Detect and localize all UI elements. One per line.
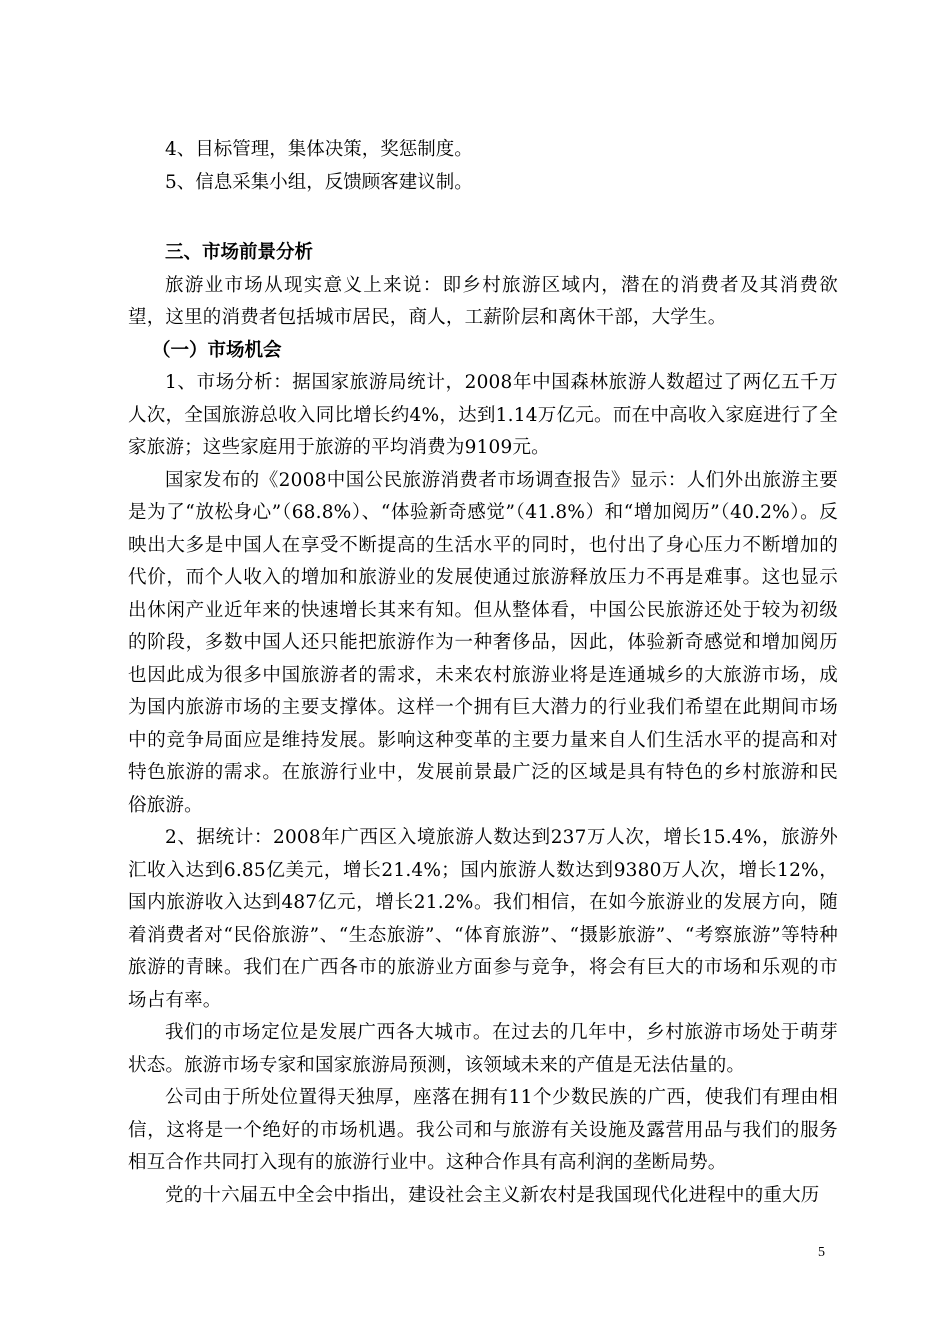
paragraph-company-location: 公司由于所处位置得天独厚，座落在拥有11个少数民族的广西，使我们有理由相信，这将是一个绝好的市场机遇。我公司和与旅游有关设施及露营用品与我们的服务相互合作共同打入现有的旅游行业中。这种合作具有高利润的垄断局势。 — [128, 1087, 838, 1173]
paragraph-policy: 党的十六届五中全会中指出，建设社会主义新农村是我国现代化进程中的重大历 — [165, 1184, 820, 1206]
list-item-5: 5、信息采集小组，反馈顾客建议制。 — [165, 171, 473, 193]
paragraph-guangxi-statistics: 2、据统计：2008年广西区入境旅游人数达到237万人次，增长15.4%，旅游外汇收入达到6.85亿美元，增长21.4%；国内旅游人数达到9380万人次，增长12%，国内旅游收入达到487亿元，增长21.2%。我们相信，在如今旅游业的发展方向，随着消费者对“民俗旅游”、“生态旅游”、“体育旅游”、“摄影旅游”、“考察旅游”等特种旅游的青睐。我们在广西各市的旅游业方面参与竞争，将会有巨大的市场和乐观的市场占有率。 — [128, 827, 838, 1011]
list-item-4: 4、目标管理，集体决策，奖惩制度。 — [165, 139, 473, 160]
paragraph-market-positioning: 我们的市场定位是发展广西各大城市。在过去的几年中，乡村旅游市场处于萌芽状态。旅游市场专家和国家旅游局预测，该领域未来的产值是无法估量的。 — [128, 1022, 838, 1076]
section-spacer — [128, 199, 838, 237]
intro-paragraph: 旅游业市场从现实意义上来说：即乡村旅游区域内，潜在的消费者及其消费欲望，这里的消费者包括城市居民，商人，工薪阶层和离休干部，大学生。 — [128, 274, 838, 328]
page-number: 5 — [818, 1245, 825, 1260]
document-body — [128, 134, 838, 1212]
section-heading: 三、市场前景分析 — [165, 242, 314, 263]
paragraph-survey-report: 国家发布的《2008中国公民旅游消费者市场调查报告》显示：人们外出旅游主要是为了“放松身心”（68.8%）、“体验新奇感觉”（41.8%）和“增加阅历”（40.2%）。反映出大多是中国人在享受不断提高的生活水平的同时，也付出了身心压力不断增加的代价，而个人收入的增加和旅游业的发展使通过旅游释放压力不再是难事。这也显示出休闲产业近年来的快速增长其来有知。但从整体看，中国公民旅游还处于较为初级的阶段，多数中国人还只能把旅游作为一种奢侈品，因此，体验新奇感觉和增加阅历也因此成为很多中国旅游者的需求，未来农村旅游业将是连通城乡的大旅游市场，成为国内旅游市场的主要支撑体。这样一个拥有巨大潜力的行业我们希望在此期间市场中的竞争局面应是维持发展。影响这种变革的主要力量来自人们生活水平的提高和对特色旅游的需求。在旅游行业中，发展前景最广泛的区域是具有特色的乡村旅游和民俗旅游。 — [128, 469, 838, 816]
paragraph-market-analysis: 1、市场分析：据国家旅游局统计，2008年中国森林旅游人数超过了两亿五千万人次，全国旅游总收入同比增长约4%，达到1.14万亿元。而在中高收入家庭进行了全家旅游；这些家庭用于旅游的平均消费为9109元。 — [128, 372, 838, 458]
subsection-heading: （一）市场机会 — [152, 339, 282, 361]
